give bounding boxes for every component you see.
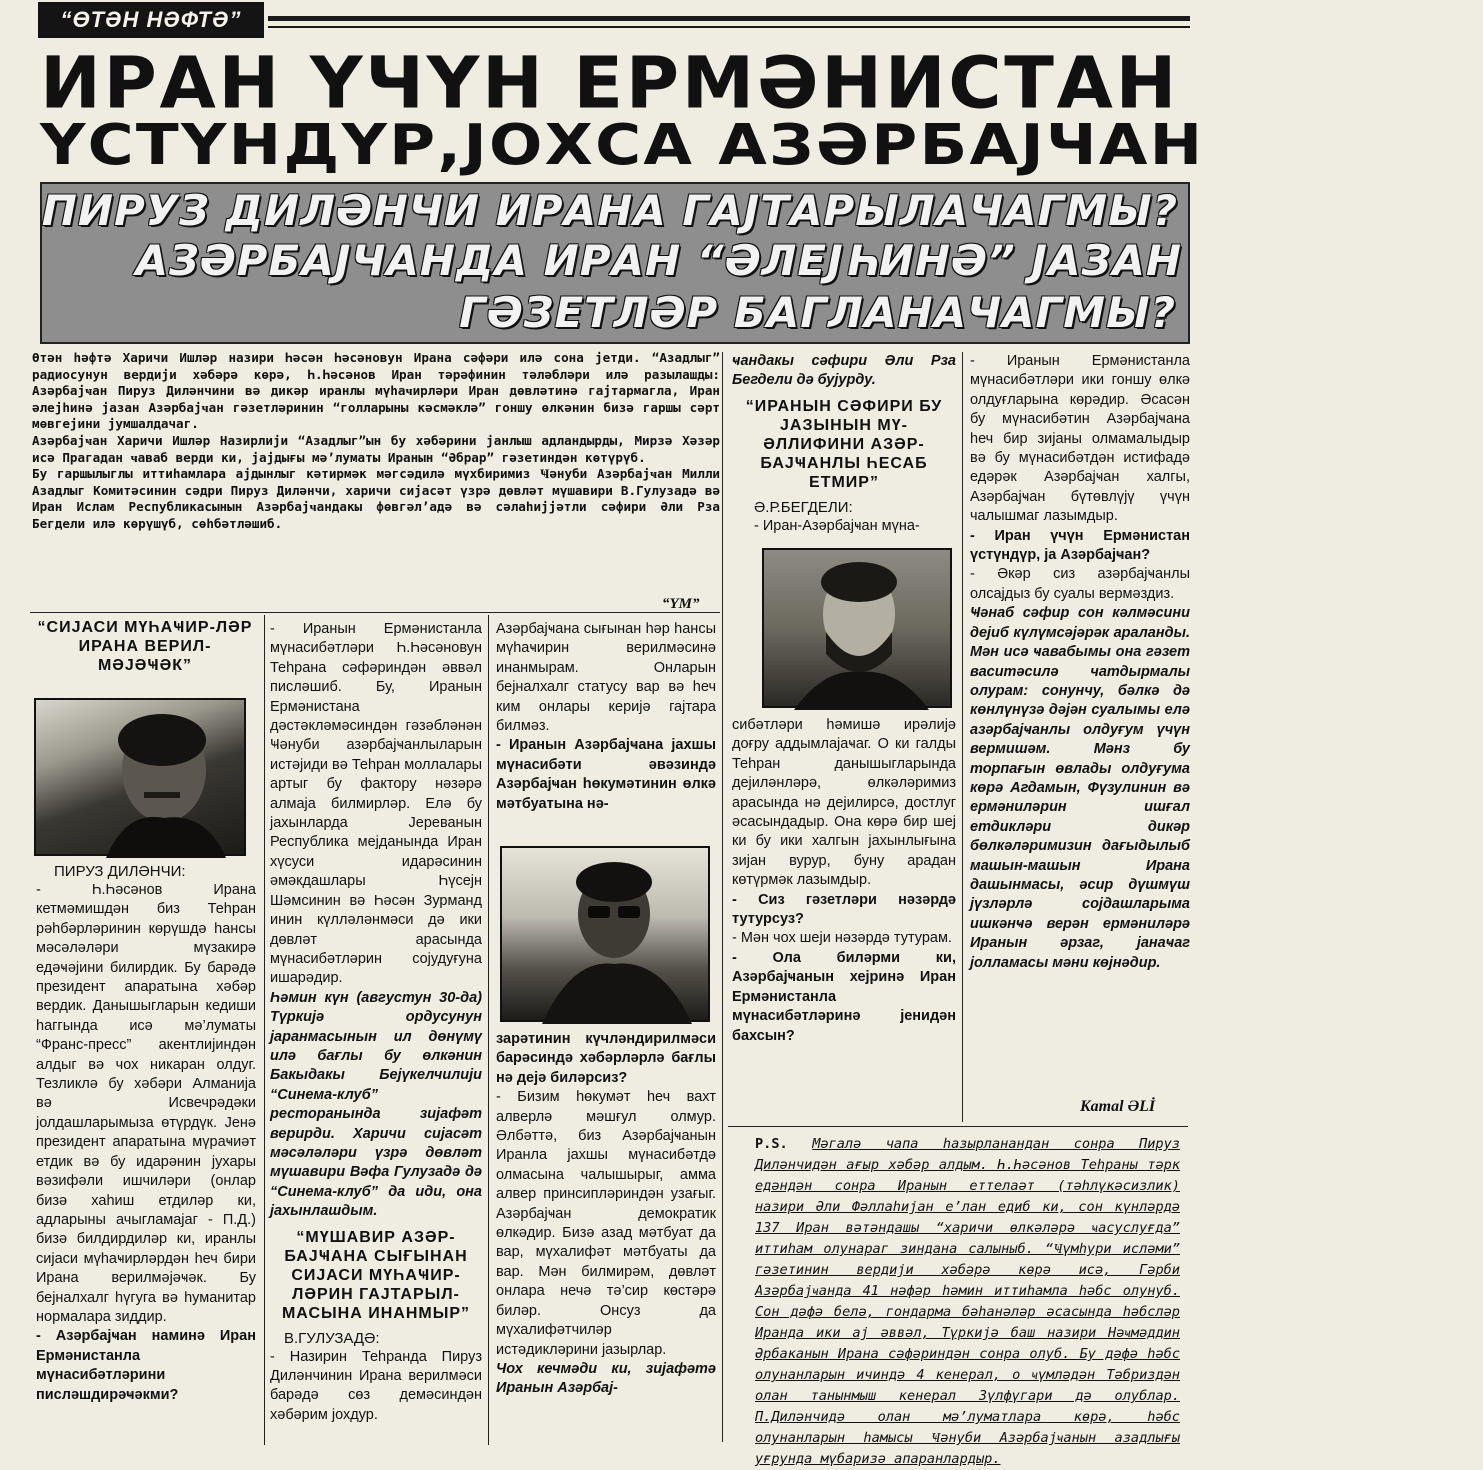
top-rule [268,16,1190,21]
portrait-silhouette-icon [502,848,712,1024]
subheadline-line-3: ГӘЗЕТЛӘР БАГЛАНАЧАГМЫ? [459,288,1176,337]
photo-vafa-guluzade [500,846,710,1022]
col5-body [970,352,1190,1098]
photo-piruz-dilanchi [34,698,246,856]
paragraph: - Һ.Һәсәнов Ирана кетмәмишдән биз Теһран рәһбәрләринин көрүшдә һансы мәсәләләри мүзакирә едәҹәјини билирдик. Бу барәдә президент апаратына хәбәр вердик. Данышыгларын кедиши һаггында исә мә’луматы “Франс-пресс” акентлијиндән алдыг вә чох никаран олдуг. Тезликлә бу хәбәри Алманија вә Исвечрәдәки јолдашларымыза өтүрдүк. Јенә президент апаратына мүраҹиәт етдик вә бу идарәнин јухары вәзифәли ишчиләри (онлар бизә хаһиш етдиләр ки, адларыны ачыгламајаг - П.Д.) бизә билдирдиләр ки, иранлы сијаси мүһаҹирләрдән һеч бири Ирана верилмәјәҹәк. Бу бејналхалг һүгуга вә һуманитар нормалара зиддир. [36,882,256,1325]
paragraph: - Назирин Теһранда Пируз Диләнчинин Ирана верилмәси барәдә сөз демәсиндән хәбәрим јохдур. [270,1348,482,1423]
postscript [755,1134,1180,1470]
question: - Иранын Азәрбајҹана јахшы мүнасибәти әвәзиндә Азәрбајҹан һөкумәтинин өлкә мәтбуатына нә- [496,737,716,812]
byline-um: “ҮМ” [662,596,700,612]
column-divider [722,352,723,1442]
paragraph: - Мән чох шеји нәзәрдә тутурам. [732,930,952,947]
rubric-badge: “ӨТӘН НӘФТӘ” [38,2,264,38]
col2-heading: “МҮШАВИР АЗӘР-БАЈҸАНА СЫҒЫНАН СИЈАСИ МҮҺАҸИР-ЛӘРИН ГАЈТАРЫЛ-МАСЫНА ИНАНМЫР” [281,1228,471,1322]
lede-paragraph: Өтән һәфтә Харичи Ишләр назири Һәсән Һәсәновун Ирана сәфәри илә сона јетди. “Азадлыг” радиосунун вердији хәбәрә көрә, Һ.Һәсәнов Иран тәрәфинин тәләбләри илә разылашды: Азәрбајҹан Пируз Диләнчини вә дикәр иранлы мүһаҹирләри Иран дөвләтинә гајтармагла, Иран әлејһинә јазан Азәрбајҹан гәзетләринин “голларыны кәсмәклә” гоншу өлкәнин бизә гаршы сәрт мөвгејини јумшалдачаг. [32,350,720,432]
ps-divider [728,1126,1188,1127]
ps-text: Мәгалә чапа һазырланандан сонра Пируз Диләнчидән ағыр хәбәр алдым. Һ.Һәсәнов Теһраны тәрк едәндән сонра Иранын еттелаәт (тәһлүкәсизлик) назири Әли Фәллаһијан е’лан едиб ки, сон күнләрдә 137 Иран вәтәндашы “харичи өлкәләрә ҹасуслуғда” иттиһам олунараг зиндана салыныб. “Ҹүмһури исләми” гәзетинин вердији хәбәрә көрә исә, Гәрби Азәрбајҹанда 41 нәфәр һәмин иттиһамла һәбс олунуб. Сон дәфә белә, гондарма бәһанәләр әсасында һәбсләр Иранда ики ај әввәл, Түркијә баш назири Нәҹмәддин Әрбаканын Ирана сәфәриндән сонра олуб. Бу дәфә һәбс олунанларын ичиндә 4 кенерал, о ҹүмләдән Тәбриздән олан танынмыш кенерал Зүлфүгари дә олублар. П.Диләнчидә олан мә’луматлара көрә, һәбс олунанларын һамысы Ҹәнуби Азәрбајҹанын азадлығы уғрунда мүбаризә апаранлардыр. [755,1136,1180,1467]
col3-body-top [496,620,716,838]
column-divider [488,615,489,1445]
lede-paragraph: Бу гаршылыглы иттиһамлара ајдынлыг кәтирмәк мәгсәдилә мүхбиримиз Ҹәнуби Азәрбајҹан Милли Азадлыг Комитәсинин сәдри Пируз Диләнчи, харичи сијасәт үзрә дөвләт мүшавири В.Гулузадә вә Иран Ислам Республикасынын Азәрбајҹандакы фөвгәл’адә вә сәлаһијјәтли сәфири Әли Рза Бегдели илә көрүшүб, сөһбәтләшиб. [32,466,720,531]
paragraph: - Иранын Ермәнистанла мүнасибәтләри ики гоншу өлкә олдуғларына көрәдир. Әсасән бу мүнасибәтин Азәрбајҹана һеч бир зијаны олмамалыдыр вә бу мүнасибәтдән истифадә едәрәк Азәрбајҹан халгы, Азәрбајҹан бүтөвлүјү үчүн чалышмаг лазымдыр. [970,353,1190,525]
subheadline-line-1: ПИРУЗ ДИЛӘНЧИ ИРАНА ГАЈТАРЫЛАЧАГМЫ? [41,186,1178,235]
question: - Азәрбајҹан наминә Иран Ермәнистанла мүнасибәтләрини писләшдирәҹәкми? [36,1328,256,1403]
paragraph: Һәмин күн (августун 30-да) Түркијә ордусунун јаранмасынын ил дөнүмү илә бағлы бу өлкәнин Бакыдакы Бејүкелчилији “Синема-клуб” ресторанында зијафәт верирди. Харичи сијасәт мәсәләләри үзрә дөвләт мүшавири Вәфа Гулузадә дә “Синема-клуб” да иди, она јахынлашдым. [270,989,482,1220]
paragraph: сибәтләри һәмишә ирәлијә доғру аддымлајаҹаг. О ки галды Теһран данышыгларында дејиләнләрә, өлкәләримиз арасында нә дејилирсә, достлуг әсасындадыр. Она көрә бир шеј ки бу ики халгын јахынлығына зијан вурур, буну арадан көтүрмәк лазымдыр. [732,717,956,889]
paragraph: - Иранын Ермәнистанла мүнасибәтләри Һ.Һәсәновун Теһрана сәфәриндән әввәл писләшиб. Бу, Иранын Ермәнистана дәстәкләмәсиндән гәзәбләнән Ҹәнуби азәрбајҹанлыларын истәјиди вә Теһран моллалары артыг бу фактору нәзәрә алмаја билмирләр. Елә бу јахынларда Јереванын Республика мејданында Иран хүсуси идарәсинин әмәкдашлары Һүсејн Шәмсинин вә Һәсән Зурманд инин күлләләнмәси дә ики дөвләт арасында мүнасибәтләрин сојудуғуна ишарәдир. [270,621,482,987]
col2-body [270,620,482,1442]
question: - Ола биләрми ки, Азәрбајҹанын хејринә Иран Ермәнистанла мүнасибәтләринә јенидән бахсын? [732,949,956,1044]
question: - Иран үчүн Ермәнистан үстүндүр, ја Азәрбајҹан? [970,527,1190,564]
photo-ali-rza-begdeli [762,548,952,708]
top-rule-thin [268,26,1190,28]
col3-body-bottom [496,1030,716,1442]
speaker-label: В.ГУЛУЗАДӘ: [284,1329,380,1347]
speaker-label: ПИРУЗ ДИЛӘНЧИ: [54,863,186,880]
ps-label: P.S. [755,1136,788,1152]
paragraph: Чох кечмәди ки, зијафәтә Иранын Азәрбај- [496,1360,716,1397]
paragraph: - Әкәр сиз азәрбајҹанлы олсајдыз бу суалы вермәздиз. [970,566,1190,602]
col4-heading: “ИРАНЫН СӘФИРИ БУ ЈАЗЫНЫН МҮ-ӘЛЛИФИНИ АЗӘР-БАЈҸАНЛЫ ҺЕСАБ ЕТМИР” [745,397,943,491]
column-divider [962,352,963,1122]
question: - Сиз гәзетләри нәзәрдә тутурсуз? [732,891,956,928]
headline-line-2: ҮСТҮНДҮР,ЈОХСА АЗӘРБАЈЧАН [40,113,1205,178]
paragraph: ҹандакы сәфири Әли Рза Бегдели дә бујурду. [732,353,956,389]
paragraph: - Бизим һөкумәт һеч вахт алверлә мәшғул олмур. Әлбәттә, биз Азәрбајҹанын Иранла јахшы мүнасибәтдә олмасына чалышырыг, амма алвер принсипләриндән узағыг. Азәрбајҹан демократик өлкәдир. Бизә азад мәтбуат да вар, мүхалифәт мәтбуаты да вар. Мән билмирәм, дөвләт онлара нечә тә’сир көстәрә биләр. Онсуз да мүхалифәтчиләр истәдикләрини јазырлар. [496,1089,716,1358]
lede-paragraph: Азәрбајҹан Харичи Ишләр Назирлији “Азадлыг”ын бу хәбәрини јанлыш адландырды, Мирзә Хәзәр исә Прагадан ҹаваб верди ки, јајдығы мә’луматы Иранын “Әбрар” гәзетиндән көтүрүб. [32,432,720,465]
paragraph: Ҹәнаб сәфир сон кәлмәсини дејиб күлүмсәјәрәк араланды. Мән исә ҹавабымы она гәзет васитәсилә чатдырмалы олурам: сонунчу, бәлкә дә көнлүнүзә дәјән суалымы елә азәрбајҹанлы олдуғум үчүн вермишәм. Мәнз бу торпағын өвлады олдуғума көрә Агдамын, Фүзулинин вә ермәниләрин ишғал етдикләри дикәр бөлкәләримизин дағыдылыб машын-машын Ирана дашынмасы, әсир дүшмүш јүзләрлә сојдашларыма ишкәнҹә верән ермәниләрә Иранын әрзаг, јанаҹаг јолламасы мәни көјнәдир. [970,605,1190,971]
col1-heading: “СИЈАСИ МҮҺАҸИР-ЛӘР ИРАНА ВЕРИЛ-МӘЈӘҸӘК” [37,619,253,674]
question: зарәтинин күчләндирилмәси барәсиндә хәбәрләрлә бағлы нә дејә биләрсиз? [496,1031,716,1086]
author-signature: Kamal ƏLİ [1080,1098,1156,1115]
portrait-silhouette-icon [764,550,954,710]
paragraph: Азәрбајҹана сығынан һәр һансы мүһаҹирин верилмәсинә инанмырам. Онларын бејналхалг статусу вар вә һеч ким онлары керијә гајтара билмәз. [496,621,716,735]
col4-body-bottom [732,716,956,1122]
subheadline-line-2: АЗӘРБАЈЧАНДА ИРАН “ӘЛЕЈҺИНӘ” ЈАЗАН [135,236,1182,285]
speaker-label: Ә.Р.БЕГДЕЛИ: [754,498,853,516]
portrait-silhouette-icon [36,700,248,858]
paragraph: - Иран-Азәрбајҹан мүна- [754,517,920,534]
section-divider [30,612,720,613]
col1-body [36,862,256,1442]
lede-block [32,350,720,533]
headline-line-1: ИРАН ҮЧҮН ЕРМӘНИСТАН [40,42,1180,126]
column-divider [264,615,265,1445]
